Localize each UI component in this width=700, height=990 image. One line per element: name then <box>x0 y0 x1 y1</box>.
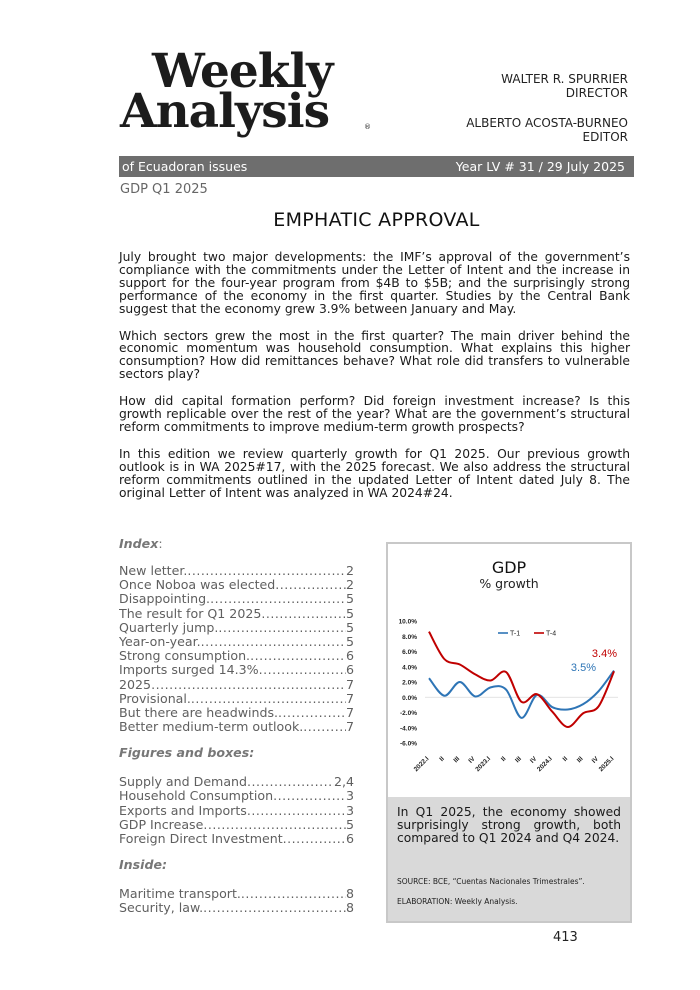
toc-entry-page: 7 <box>345 720 354 735</box>
logo-line-weekly: Weekly <box>152 44 333 99</box>
editor-name: ALBERTO ACOSTA-BURNEO <box>466 116 628 130</box>
director-name: WALTER R. SPURRIER <box>501 72 628 86</box>
toc-entry-page: 3 <box>345 803 354 818</box>
toc-entry-page: 7 <box>345 705 354 720</box>
toc-leader-dots <box>278 706 346 720</box>
toc-entry <box>119 678 354 692</box>
index-list <box>119 564 354 734</box>
headline: EMPHATIC APPROVAL <box>273 209 480 231</box>
index-panel <box>119 536 354 916</box>
chart-source: SOURCE: BCE, “Cuentas Nacionales Trimestrales”. <box>397 877 585 886</box>
toc-leader-dots <box>283 832 346 846</box>
toc-entry-title: Quarterly jump. <box>119 620 219 635</box>
editor-role: EDITOR <box>582 130 628 144</box>
toc-entry-title: Household Consumption <box>119 789 274 804</box>
x-tick-label: II <box>438 755 446 763</box>
y-tick-label: 0.0% <box>402 694 417 702</box>
y-tick-label: 6.0% <box>402 649 417 656</box>
toc-leader-dots <box>303 720 346 734</box>
toc-entry <box>119 592 354 606</box>
toc-entry <box>119 706 354 720</box>
toc-entry-page: 5 <box>345 620 354 635</box>
legend-label: T-4 <box>546 630 557 638</box>
toc-entry <box>119 663 354 677</box>
toc-leader-dots <box>210 592 346 606</box>
y-tick-label: 4.0% <box>402 664 417 672</box>
annotation-label: 3.5% <box>570 662 596 674</box>
toc-entry <box>119 720 354 734</box>
toc-leader-dots <box>187 564 346 578</box>
x-tick-label: IV <box>590 755 600 765</box>
toc-entry-title: Imports surged 14.3% <box>119 663 259 678</box>
toc-entry-page: 3 <box>345 789 354 804</box>
index-heading-text: Index <box>119 536 159 551</box>
toc-leader-dots <box>259 663 346 677</box>
x-tick-label: II <box>499 755 508 763</box>
gdp-line-chart <box>388 544 630 797</box>
registered-mark: ® <box>364 123 371 131</box>
toc-entry-title: Provisional. <box>119 691 191 706</box>
toc-entry-page: 7 <box>345 677 354 692</box>
x-tick-label: 2022.I <box>412 755 431 774</box>
toc-entry <box>119 789 354 803</box>
toc-entry-page: 6 <box>345 832 354 846</box>
y-tick-label: 10.0% <box>398 618 417 626</box>
toc-entry-title: The result for Q1 2025 <box>119 606 262 621</box>
toc-entry-page: 6 <box>345 649 354 664</box>
x-tick-label: IV <box>529 755 539 765</box>
section-label: GDP Q1 2025 <box>120 182 208 197</box>
logo <box>120 44 333 140</box>
toc-leader-dots <box>250 649 346 663</box>
toc-leader-dots <box>203 818 346 832</box>
index-heading <box>119 536 354 551</box>
annotation-label: 3.4% <box>591 648 617 660</box>
toc-entry-title: Supply and Demand <box>119 775 248 790</box>
toc-leader-dots <box>218 621 346 635</box>
toc-entry-title: But there are headwinds. <box>119 705 279 720</box>
legend-label: T-1 <box>510 630 521 638</box>
toc-entry-page: 8 <box>345 901 354 916</box>
toc-entry-title: GDP Increase <box>119 817 204 832</box>
issue-banner <box>119 156 634 177</box>
toc-entry-page: 5 <box>345 817 354 832</box>
toc-entry-page: 6 <box>345 663 354 678</box>
toc-entry <box>119 621 354 635</box>
inside-heading: Inside: <box>119 857 168 873</box>
toc-entry-title: 2025 <box>119 677 152 692</box>
toc-entry-title: Year-on-year. <box>119 634 201 649</box>
chart-title: GDP <box>491 558 527 577</box>
toc-entry <box>119 901 354 915</box>
x-tick-label: 2025.I <box>597 755 616 774</box>
toc-leader-dots <box>273 789 346 803</box>
toc-leader-dots <box>191 692 346 706</box>
y-tick-label: 8.0% <box>402 633 417 641</box>
toc-leader-dots <box>201 635 346 649</box>
inside-list <box>119 887 354 915</box>
toc-leader-dots <box>203 901 346 915</box>
toc-entry-title: Better medium-term outlook. <box>119 720 304 735</box>
series-line-t-1 <box>429 671 614 718</box>
toc-entry <box>119 832 354 846</box>
toc-entry-title: Once Noboa was elected <box>119 578 276 593</box>
toc-entry-page: 7 <box>345 691 354 706</box>
toc-entry-title: Strong consumption. <box>119 649 251 664</box>
toc-leader-dots <box>247 775 334 789</box>
director-role: DIRECTOR <box>565 86 628 100</box>
toc-entry <box>119 887 354 901</box>
staff-credits <box>466 72 628 144</box>
figures-list <box>119 775 354 846</box>
x-tick-label: 2023.I <box>474 755 493 774</box>
paragraph: July brought two major developments: the IMF’s approval of the government’s compliance with the commitments under the Letter of Intent and the increase in support for the four-year program from $4B to $5B; and the surprisingly strong performance of the economy in the first quarter. Studies by the Central Bank suggest that the economy grew 3.9% between January and May. <box>119 250 630 316</box>
gdp-chart-box <box>386 542 632 923</box>
y-tick-label: -2.0% <box>400 710 417 717</box>
toc-leader-dots <box>261 607 346 621</box>
toc-entry-title: Exports and Imports <box>119 803 247 818</box>
toc-leader-dots <box>275 578 346 592</box>
toc-leader-dots <box>151 678 346 692</box>
toc-entry <box>119 578 354 592</box>
banner-subtitle: of Ecuadoran issues <box>122 159 248 174</box>
toc-entry <box>119 818 354 832</box>
paragraph: In this edition we review quarterly growth for Q1 2025. Our previous growth outlook is in WA 2025#17, with the 2025 forecast. We also address the structural reform commitments outlined in the updated Letter of Intent dated July 8. The original Letter of Intent was analyzed in WA 2024#24. <box>119 446 630 500</box>
toc-entry-title: Disappointing. <box>119 592 211 607</box>
x-tick-label: III <box>514 755 523 765</box>
figures-heading: Figures and boxes: <box>119 745 255 761</box>
y-tick-label: 2.0% <box>402 679 417 687</box>
toc-entry-title: Maritime transport. <box>119 887 241 902</box>
x-tick-label: III <box>452 755 462 765</box>
toc-entry <box>119 775 354 789</box>
x-tick-label: II <box>561 755 570 763</box>
toc-entry <box>119 635 354 649</box>
chart-caption-box <box>388 797 630 921</box>
toc-entry-page: 5 <box>345 634 354 649</box>
x-tick-label: III <box>575 755 585 765</box>
toc-entry-page: 5 <box>345 606 354 621</box>
chart-elaboration: ELABORATION: Weekly Analysis. <box>397 897 518 906</box>
toc-entry <box>119 564 354 578</box>
x-tick-label: IV <box>467 755 477 765</box>
toc-entry-page: 2 <box>345 578 354 593</box>
y-tick-label: -4.0% <box>400 725 417 733</box>
issue-number: Year LV # 31 / 29 July 2025 <box>455 159 625 174</box>
chart-subtitle: % growth <box>479 576 539 591</box>
toc-entry <box>119 607 354 621</box>
paragraph: How did capital formation perform? Did foreign investment increase? Is this growth replicable over the rest of the year? What are the government’s structural reform commitments to improve medium-term growth prospects? <box>119 394 630 434</box>
toc-leader-dots <box>247 804 346 818</box>
toc-entry <box>119 649 354 663</box>
chart-caption: In Q1 2025, the economy showed surprisingly strong growth, both compared to Q1 2024 and Q4 2024. <box>397 805 621 845</box>
series-line-t-4 <box>429 632 614 727</box>
toc-entry-page: 8 <box>345 887 354 902</box>
toc-leader-dots <box>241 887 346 901</box>
toc-entry-page: 2,4 <box>333 775 354 790</box>
toc-entry <box>119 692 354 706</box>
y-tick-label: -6.0% <box>400 740 417 748</box>
toc-entry-page: 2 <box>345 564 354 578</box>
paragraph: Which sectors grew the most in the first quarter? The main driver behind the economic momentum was household consumption. What explains this higher consumption? How did remittances behave? What role did transfers to vulnerable sectors play? <box>119 328 630 382</box>
toc-entry <box>119 804 354 818</box>
x-tick-label: 2024.I <box>536 755 554 774</box>
toc-entry-title: Security, law. <box>119 901 204 916</box>
toc-entry-title: Foreign Direct Investment <box>119 832 283 846</box>
article-body <box>119 251 630 514</box>
toc-entry-title: New letter. <box>119 564 188 578</box>
logo-line-analysis: Analysis <box>120 84 330 140</box>
page-number: 413 <box>553 930 578 945</box>
index-heading-colon: : <box>158 536 163 551</box>
toc-entry-page: 5 <box>345 592 354 607</box>
